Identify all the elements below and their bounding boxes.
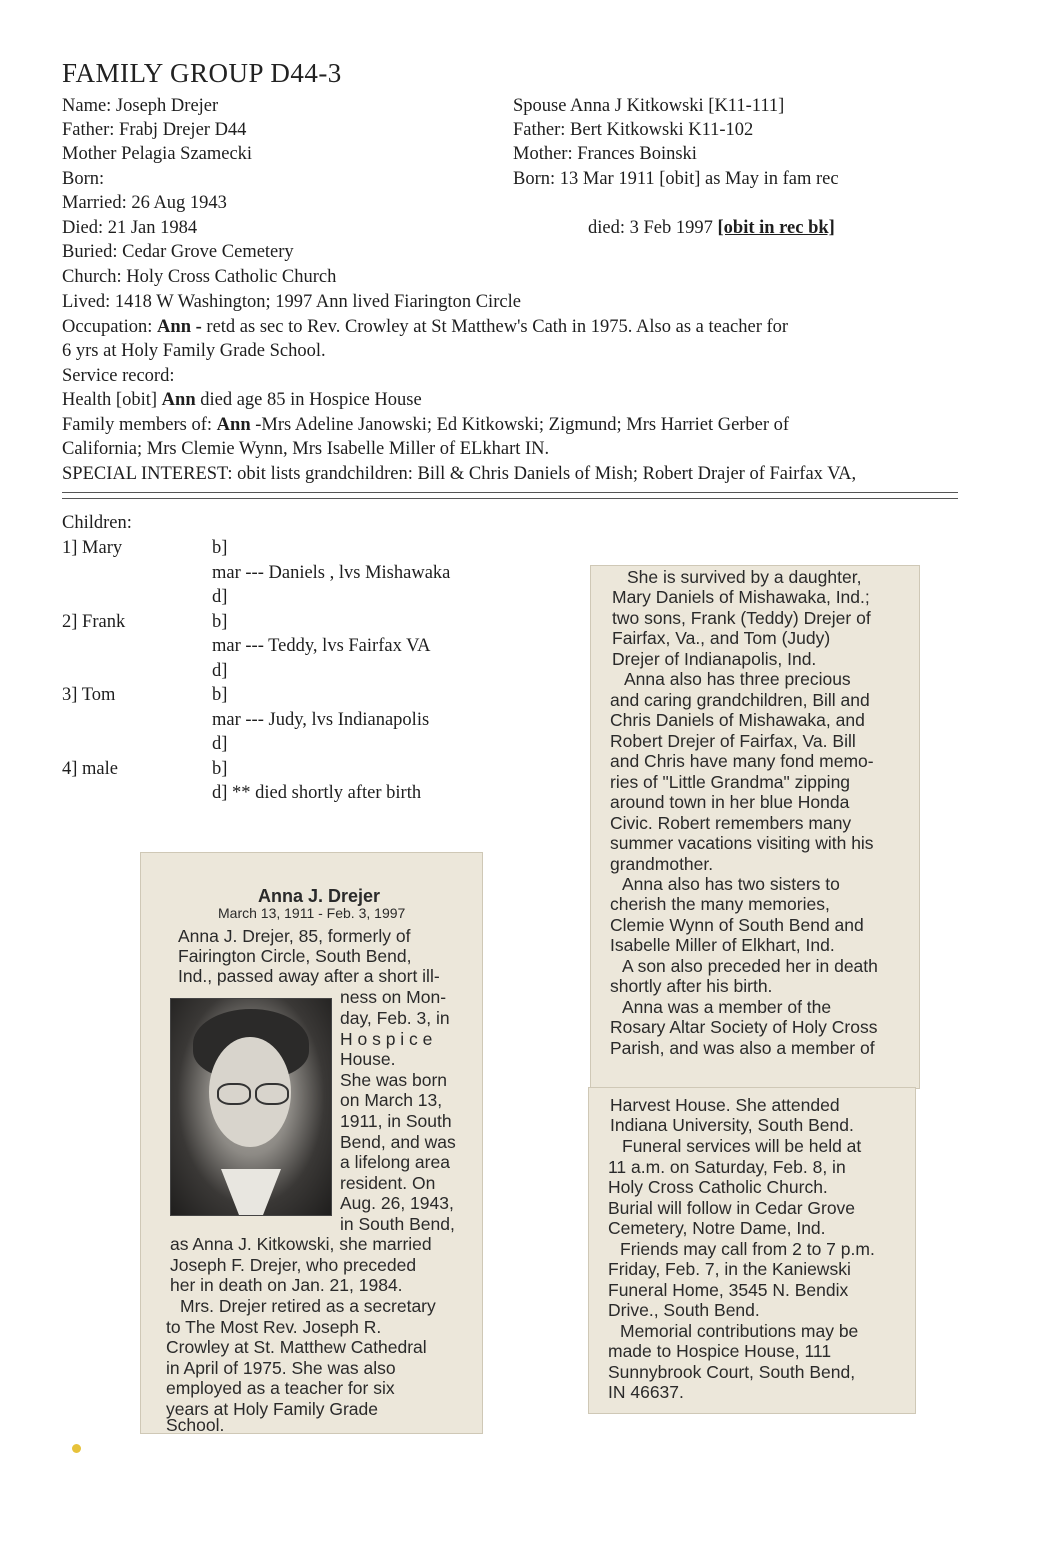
- obit-line: and caring grandchildren, Bill and: [610, 690, 870, 710]
- obit-line: House.: [340, 1049, 396, 1069]
- buried-field: Buried: Cedar Grove Cemetery: [62, 242, 294, 262]
- child-name: 2] Frank: [62, 612, 126, 632]
- family-continued: California; Mrs Clemie Wynn, Mrs Isabelle Miller of ELkhart IN.: [62, 439, 550, 459]
- health-label: Health [obit]: [62, 390, 162, 410]
- obit-line: Clemie Wynn of South Bend and: [610, 915, 864, 935]
- obit-line: grandmother.: [610, 854, 714, 874]
- child-line: d]: [212, 734, 228, 754]
- child-line: b]: [212, 538, 228, 558]
- obit-line: Joseph F. Drejer, who preceded: [170, 1255, 417, 1275]
- obit-line: resident. On: [340, 1173, 436, 1193]
- spouse-died-field: [588, 216, 835, 240]
- double-rule-divider: [62, 492, 958, 499]
- child-line: mar --- Teddy, lvs Fairfax VA: [212, 636, 431, 656]
- obit-line: on March 13,: [340, 1090, 443, 1110]
- obit-line: Fairington Circle, South Bend,: [178, 946, 412, 966]
- obit-line: Civic. Robert remembers many: [610, 813, 852, 833]
- lived-field: Lived: 1418 W Washington; 1997 Ann lived Fiarington Circle: [62, 292, 521, 312]
- obit-line: Sunnybrook Court, South Bend,: [608, 1362, 856, 1382]
- obit-line: Holy Cross Catholic Church.: [608, 1177, 828, 1197]
- obit-line: Drive., South Bend.: [608, 1300, 760, 1320]
- obit-line: Burial will follow in Cedar Grove: [608, 1198, 856, 1218]
- obit-line: ries of "Little Grandma" zipping: [610, 772, 851, 792]
- child-name: 3] Tom: [62, 685, 116, 705]
- obit-line: School.: [166, 1415, 225, 1435]
- obit-line: years at Holy Family Grade: [166, 1399, 379, 1419]
- obit-line: Drejer of Indianapolis, Ind.: [612, 649, 817, 669]
- child-name: 4] male: [62, 759, 118, 779]
- child-line: b]: [212, 759, 228, 779]
- obit-line: to The Most Rev. Joseph R.: [166, 1317, 382, 1337]
- obituary-dates: March 13, 1911 - Feb. 3, 1997: [218, 905, 406, 921]
- obit-line: employed as a teacher for six: [166, 1378, 395, 1398]
- child-name: 1] Mary: [62, 538, 123, 558]
- father-field: Father: Frabj Drejer D44: [62, 120, 247, 140]
- obit-line: Anna also has three precious: [624, 669, 851, 689]
- page-title: FAMILY GROUP D44-3: [62, 58, 342, 88]
- obit-line: Parish, and was also a member of: [610, 1038, 875, 1058]
- obit-line: Fairfax, Va., and Tom (Judy): [612, 628, 831, 648]
- spouse-field: Spouse Anna J Kitkowski [K11-111]: [513, 96, 785, 116]
- born-field: Born:: [62, 169, 105, 189]
- obit-line: Indiana University, South Bend.: [610, 1115, 854, 1135]
- obit-line: her in death on Jan. 21, 1984.: [170, 1275, 403, 1295]
- service-field: Service record:: [62, 366, 175, 386]
- special-interest: SPECIAL INTEREST: obit lists grandchildren: Bill & Chris Daniels of Mish; Robert Drajer of Fairfax VA,: [62, 464, 857, 484]
- name-field: Name: Joseph Drejer: [62, 96, 219, 116]
- health-bold: Ann: [161, 390, 196, 410]
- obit-line: around town in her blue Honda: [610, 792, 850, 812]
- obit-line: as Anna J. Kitkowski, she married: [170, 1234, 432, 1254]
- obituary-clipping-right-bottom: [588, 1087, 916, 1414]
- obit-line: IN 46637.: [608, 1382, 684, 1402]
- child-line: b]: [212, 612, 228, 632]
- obit-link[interactable]: [obit in rec bk]: [717, 218, 835, 238]
- obit-line: Rosary Altar Society of Holy Cross: [610, 1017, 878, 1037]
- obit-line: and Chris have many fond memo-: [610, 751, 874, 771]
- spouse-born-field: Born: 13 Mar 1911 [obit] as May in fam rec: [513, 169, 839, 189]
- obit-line: She was born: [340, 1070, 448, 1090]
- obit-line: in April of 1975. She was also: [166, 1358, 396, 1378]
- obit-line: Harvest House. She attended: [610, 1095, 840, 1115]
- obit-line: two sons, Frank (Teddy) Drejer of: [612, 608, 871, 628]
- obit-line: Funeral Home, 3545 N. Bendix: [608, 1280, 849, 1300]
- obit-line: ness on Mon-: [340, 987, 447, 1007]
- obit-line: shortly after his birth.: [610, 976, 773, 996]
- obit-line: H o s p i c e: [340, 1029, 433, 1049]
- occupation-continued: 6 yrs at Holy Family Grade School.: [62, 341, 326, 361]
- spouse-died-text: died: 3 Feb 1997: [588, 218, 718, 238]
- obit-line: in South Bend,: [340, 1214, 455, 1234]
- obit-line: Funeral services will be held at: [622, 1136, 862, 1156]
- spouse-father-field: Father: Bert Kitkowski K11-102: [513, 120, 754, 140]
- obit-line: Aug. 26, 1943,: [340, 1193, 454, 1213]
- obit-line: 11 a.m. on Saturday, Feb. 8, in: [608, 1157, 846, 1177]
- child-line: mar --- Judy, lvs Indianapolis: [212, 710, 430, 730]
- obit-line: A son also preceded her in death: [622, 956, 878, 976]
- occupation-text: retd as sec to Rev. Crowley at St Matthew's Cath in 1975. Also as a teacher for: [206, 317, 789, 337]
- obit-line: Bend, and was: [340, 1132, 456, 1152]
- child-line: b]: [212, 685, 228, 705]
- obit-line: Chris Daniels of Mishawaka, and: [610, 710, 865, 730]
- obit-line: day, Feb. 3, in: [340, 1008, 450, 1028]
- obit-line: Anna J. Drejer, 85, formerly of: [178, 926, 411, 946]
- obit-line: 1911, in South: [340, 1111, 452, 1131]
- child-line: d] ** died shortly after birth: [212, 783, 422, 803]
- obit-line: Crowley at St. Matthew Cathedral: [166, 1337, 427, 1357]
- child-line: d]: [212, 661, 228, 681]
- occupation-bold: Ann -: [157, 317, 207, 337]
- married-field: Married: 26 Aug 1943: [62, 193, 227, 213]
- health-field: [62, 388, 422, 412]
- obit-line: summer vacations visiting with his: [610, 833, 874, 853]
- health-text: died age 85 in Hospice House: [195, 390, 422, 410]
- obit-line: made to Hospice House, 111: [608, 1341, 832, 1361]
- obit-line: Isabelle Miller of Elkhart, Ind.: [610, 935, 835, 955]
- spouse-mother-field: Mother: Frances Boinski: [513, 144, 697, 164]
- children-label: Children:: [62, 513, 132, 533]
- family-text: -Mrs Adeline Janowski; Ed Kitkowski; Zigmund; Mrs Harriet Gerber of: [250, 415, 790, 435]
- obit-line: Friends may call from 2 to 7 p.m.: [620, 1239, 875, 1259]
- child-line: mar --- Daniels , lvs Mishawaka: [212, 563, 451, 583]
- family-label: Family members of:: [62, 415, 217, 435]
- child-line: d]: [212, 587, 228, 607]
- obit-line: Friday, Feb. 7, in the Kaniewski: [608, 1259, 851, 1279]
- obit-line: Ind., passed away after a short ill-: [178, 966, 440, 986]
- family-bold: Ann: [216, 415, 251, 435]
- obit-line: Mary Daniels of Mishawaka, Ind.;: [612, 587, 870, 607]
- yellow-spot: [72, 1444, 81, 1453]
- church-field: Church: Holy Cross Catholic Church: [62, 267, 337, 287]
- family-field: [62, 413, 789, 437]
- portrait-photo: [170, 998, 332, 1216]
- obit-line: Anna also has two sisters to: [622, 874, 840, 894]
- obit-line: a lifelong area: [340, 1152, 450, 1172]
- obituary-clipping-right-top: [590, 565, 920, 1089]
- mother-field: Mother Pelagia Szamecki: [62, 144, 253, 164]
- obit-line: Mrs. Drejer retired as a secretary: [180, 1296, 436, 1316]
- obituary-headline: Anna J. Drejer: [258, 886, 381, 906]
- obit-line: Memorial contributions may be: [620, 1321, 859, 1341]
- occupation-label: Occupation:: [62, 317, 158, 337]
- obit-line: She is survived by a daughter,: [627, 567, 862, 587]
- obit-line: Anna was a member of the: [622, 997, 832, 1017]
- occupation-field: [62, 315, 788, 339]
- obit-line: cherish the many memories,: [610, 894, 830, 914]
- died-field: Died: 21 Jan 1984: [62, 218, 198, 238]
- obituary-clipping-left: [140, 852, 483, 1434]
- obit-line: Cemetery, Notre Dame, Ind.: [608, 1218, 826, 1238]
- obit-line: Robert Drejer of Fairfax, Va. Bill: [610, 731, 856, 751]
